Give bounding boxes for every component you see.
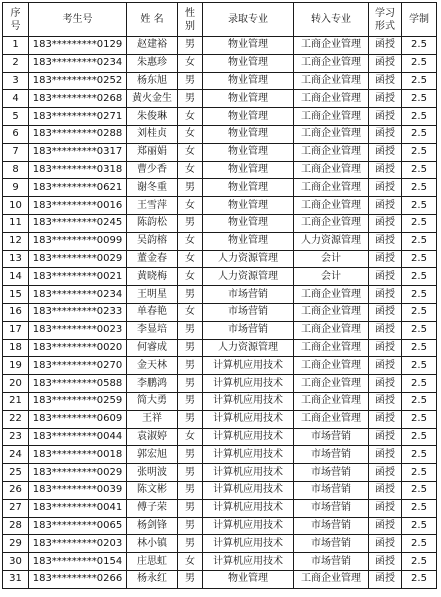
cell-transfer-major: 市场营销 (294, 446, 369, 464)
cell-duration: 2.5 (402, 357, 437, 375)
cell-transfer-major: 会计 (294, 250, 369, 268)
header-study-form-line2: 形式 (375, 20, 395, 32)
cell-name: 郑丽娟 (127, 143, 178, 161)
header-seq-line1: 序 (10, 7, 21, 19)
cell-name: 王明星 (127, 286, 178, 304)
cell-transfer-major: 工商企业管理 (294, 161, 369, 179)
cell-admit-major: 物业管理 (203, 37, 294, 55)
cell-gender: 女 (178, 197, 203, 215)
cell-admit-major: 计算机应用技术 (203, 499, 294, 517)
cell-seq: 19 (3, 357, 29, 375)
cell-exam-no: 183*********0203 (29, 535, 127, 553)
cell-transfer-major: 工商企业管理 (294, 392, 369, 410)
cell-name: 刘桂贞 (127, 125, 178, 143)
cell-study-form: 函授 (369, 499, 402, 517)
header-study-form-line1: 学习 (375, 7, 395, 19)
cell-study-form: 函授 (369, 143, 402, 161)
cell-gender: 男 (178, 410, 203, 428)
cell-study-form: 函授 (369, 108, 402, 126)
cell-study-form: 函授 (369, 125, 402, 143)
cell-transfer-major: 工商企业管理 (294, 214, 369, 232)
cell-exam-no: 183*********0041 (29, 499, 127, 517)
cell-name: 庄思虹 (127, 553, 178, 571)
cell-name: 袁淑婷 (127, 428, 178, 446)
header-seq (3, 3, 29, 37)
cell-name: 曹少香 (127, 161, 178, 179)
cell-study-form: 函授 (369, 250, 402, 268)
cell-exam-no: 183*********0020 (29, 339, 127, 357)
cell-name: 朱俊琳 (127, 108, 178, 126)
cell-transfer-major: 市场营销 (294, 428, 369, 446)
cell-seq: 11 (3, 214, 29, 232)
cell-admit-major: 计算机应用技术 (203, 481, 294, 499)
cell-transfer-major: 工商企业管理 (294, 125, 369, 143)
cell-exam-no: 183*********0234 (29, 286, 127, 304)
cell-name: 傅子荣 (127, 499, 178, 517)
cell-admit-major: 计算机应用技术 (203, 553, 294, 571)
table-row (3, 125, 437, 143)
cell-exam-no: 183*********0259 (29, 392, 127, 410)
cell-study-form: 函授 (369, 197, 402, 215)
cell-study-form: 函授 (369, 535, 402, 553)
cell-exam-no: 183*********0245 (29, 214, 127, 232)
cell-exam-no: 183*********0044 (29, 428, 127, 446)
cell-duration: 2.5 (402, 125, 437, 143)
cell-seq: 6 (3, 125, 29, 143)
cell-gender: 女 (178, 428, 203, 446)
table-row (3, 535, 437, 553)
cell-exam-no: 183*********0029 (29, 464, 127, 482)
cell-admit-major: 物业管理 (203, 214, 294, 232)
cell-gender: 男 (178, 446, 203, 464)
table-row (3, 481, 437, 499)
cell-exam-no: 183*********0023 (29, 321, 127, 339)
cell-seq: 27 (3, 499, 29, 517)
cell-transfer-major: 市场营销 (294, 499, 369, 517)
cell-transfer-major: 工商企业管理 (294, 303, 369, 321)
cell-transfer-major: 市场营销 (294, 535, 369, 553)
table-row (3, 250, 437, 268)
cell-name: 赵建裕 (127, 37, 178, 55)
header-row (3, 3, 437, 37)
cell-transfer-major: 工商企业管理 (294, 143, 369, 161)
header-gender-line2: 别 (185, 20, 195, 32)
cell-transfer-major: 工商企业管理 (294, 570, 369, 588)
cell-study-form: 函授 (369, 286, 402, 304)
cell-duration: 2.5 (402, 499, 437, 517)
cell-seq: 31 (3, 570, 29, 588)
cell-seq: 16 (3, 303, 29, 321)
cell-duration: 2.5 (402, 161, 437, 179)
cell-transfer-major: 工商企业管理 (294, 375, 369, 393)
cell-admit-major: 计算机应用技术 (203, 517, 294, 535)
cell-duration: 2.5 (402, 428, 437, 446)
cell-name: 谢冬重 (127, 179, 178, 197)
cell-admit-major: 物业管理 (203, 179, 294, 197)
cell-name: 黄火金生 (127, 90, 178, 108)
cell-admit-major: 物业管理 (203, 161, 294, 179)
cell-exam-no: 183*********0233 (29, 303, 127, 321)
cell-study-form: 函授 (369, 410, 402, 428)
cell-admit-major: 计算机应用技术 (203, 410, 294, 428)
cell-admit-major: 物业管理 (203, 570, 294, 588)
cell-study-form: 函授 (369, 232, 402, 250)
cell-seq: 12 (3, 232, 29, 250)
cell-gender: 女 (178, 553, 203, 571)
cell-seq: 3 (3, 72, 29, 90)
cell-study-form: 函授 (369, 37, 402, 55)
header-gender-line1: 性 (185, 7, 195, 19)
cell-name: 董金春 (127, 250, 178, 268)
cell-duration: 2.5 (402, 268, 437, 286)
cell-transfer-major: 工商企业管理 (294, 179, 369, 197)
cell-name: 王祥 (127, 410, 178, 428)
cell-admit-major: 物业管理 (203, 197, 294, 215)
cell-admit-major: 物业管理 (203, 90, 294, 108)
cell-study-form: 函授 (369, 357, 402, 375)
cell-gender: 男 (178, 72, 203, 90)
cell-exam-no: 183*********0039 (29, 481, 127, 499)
cell-transfer-major: 工商企业管理 (294, 321, 369, 339)
cell-transfer-major: 工商企业管理 (294, 339, 369, 357)
cell-admit-major: 计算机应用技术 (203, 375, 294, 393)
cell-seq: 1 (3, 37, 29, 55)
cell-gender: 女 (178, 143, 203, 161)
cell-duration: 2.5 (402, 535, 437, 553)
cell-duration: 2.5 (402, 410, 437, 428)
table-row (3, 232, 437, 250)
cell-seq: 14 (3, 268, 29, 286)
table-row (3, 375, 437, 393)
cell-duration: 2.5 (402, 481, 437, 499)
cell-duration: 2.5 (402, 37, 437, 55)
cell-gender: 男 (178, 517, 203, 535)
cell-study-form: 函授 (369, 553, 402, 571)
cell-exam-no: 183*********0588 (29, 375, 127, 393)
table-row (3, 143, 437, 161)
cell-duration: 2.5 (402, 179, 437, 197)
table-body (3, 37, 437, 589)
cell-gender: 男 (178, 37, 203, 55)
cell-exam-no: 183*********0266 (29, 570, 127, 588)
cell-name: 李显培 (127, 321, 178, 339)
cell-transfer-major: 工商企业管理 (294, 357, 369, 375)
cell-study-form: 函授 (369, 339, 402, 357)
cell-name: 单春艳 (127, 303, 178, 321)
cell-seq: 21 (3, 392, 29, 410)
cell-gender: 男 (178, 179, 203, 197)
cell-duration: 2.5 (402, 54, 437, 72)
cell-exam-no: 183*********0271 (29, 108, 127, 126)
table-row (3, 286, 437, 304)
cell-seq: 18 (3, 339, 29, 357)
table-row (3, 517, 437, 535)
table-row (3, 553, 437, 571)
cell-exam-no: 183*********0234 (29, 54, 127, 72)
cell-study-form: 函授 (369, 161, 402, 179)
cell-admit-major: 物业管理 (203, 54, 294, 72)
table-row (3, 499, 437, 517)
cell-duration: 2.5 (402, 517, 437, 535)
cell-exam-no: 183*********0129 (29, 37, 127, 55)
cell-exam-no: 183*********0288 (29, 125, 127, 143)
cell-seq: 26 (3, 481, 29, 499)
cell-seq: 30 (3, 553, 29, 571)
cell-duration: 2.5 (402, 375, 437, 393)
table-row (3, 357, 437, 375)
cell-gender: 男 (178, 90, 203, 108)
cell-duration: 2.5 (402, 232, 437, 250)
cell-exam-no: 183*********0317 (29, 143, 127, 161)
transfer-list (2, 2, 437, 589)
table-row (3, 410, 437, 428)
table-row (3, 446, 437, 464)
table-row (3, 108, 437, 126)
cell-duration: 2.5 (402, 303, 437, 321)
cell-transfer-major: 工商企业管理 (294, 410, 369, 428)
cell-transfer-major: 工商企业管理 (294, 108, 369, 126)
cell-study-form: 函授 (369, 90, 402, 108)
cell-admit-major: 物业管理 (203, 232, 294, 250)
cell-exam-no: 183*********0252 (29, 72, 127, 90)
cell-admit-major: 人力资源管理 (203, 268, 294, 286)
cell-admit-major: 市场营销 (203, 321, 294, 339)
cell-study-form: 函授 (369, 392, 402, 410)
cell-duration: 2.5 (402, 339, 437, 357)
cell-exam-no: 183*********0154 (29, 553, 127, 571)
cell-exam-no: 183*********0621 (29, 179, 127, 197)
cell-transfer-major: 工商企业管理 (294, 72, 369, 90)
cell-duration: 2.5 (402, 553, 437, 571)
cell-seq: 13 (3, 250, 29, 268)
header-transfer-major: 转入专业 (294, 3, 369, 37)
table-row (3, 428, 437, 446)
cell-name: 张明波 (127, 464, 178, 482)
student-transfer-table (2, 2, 437, 589)
cell-transfer-major: 会计 (294, 268, 369, 286)
table-row (3, 464, 437, 482)
cell-transfer-major: 人力资源管理 (294, 232, 369, 250)
cell-exam-no: 183*********0018 (29, 446, 127, 464)
table-row (3, 72, 437, 90)
table-row (3, 339, 437, 357)
cell-study-form: 函授 (369, 179, 402, 197)
cell-name: 陈文彬 (127, 481, 178, 499)
cell-admit-major: 计算机应用技术 (203, 392, 294, 410)
cell-gender: 男 (178, 214, 203, 232)
cell-name: 林小镇 (127, 535, 178, 553)
cell-study-form: 函授 (369, 570, 402, 588)
cell-gender: 男 (178, 481, 203, 499)
cell-duration: 2.5 (402, 446, 437, 464)
table-header (3, 3, 437, 37)
cell-gender: 女 (178, 125, 203, 143)
cell-study-form: 函授 (369, 268, 402, 286)
cell-duration: 2.5 (402, 392, 437, 410)
cell-seq: 29 (3, 535, 29, 553)
cell-transfer-major: 工商企业管理 (294, 54, 369, 72)
cell-gender: 女 (178, 108, 203, 126)
header-gender (178, 3, 203, 37)
cell-name: 陈韵松 (127, 214, 178, 232)
cell-duration: 2.5 (402, 321, 437, 339)
cell-seq: 9 (3, 179, 29, 197)
cell-study-form: 函授 (369, 303, 402, 321)
table-row (3, 161, 437, 179)
cell-exam-no: 183*********0268 (29, 90, 127, 108)
table-row (3, 321, 437, 339)
cell-seq: 28 (3, 517, 29, 535)
table-row (3, 303, 437, 321)
table-row (3, 268, 437, 286)
cell-duration: 2.5 (402, 108, 437, 126)
cell-admit-major: 计算机应用技术 (203, 535, 294, 553)
cell-exam-no: 183*********0099 (29, 232, 127, 250)
cell-gender: 男 (178, 339, 203, 357)
cell-duration: 2.5 (402, 214, 437, 232)
cell-admit-major: 市场营销 (203, 303, 294, 321)
cell-name: 郭宏旭 (127, 446, 178, 464)
cell-transfer-major: 工商企业管理 (294, 197, 369, 215)
cell-duration: 2.5 (402, 197, 437, 215)
cell-seq: 22 (3, 410, 29, 428)
cell-exam-no: 183*********0065 (29, 517, 127, 535)
cell-transfer-major: 工商企业管理 (294, 286, 369, 304)
cell-seq: 20 (3, 375, 29, 393)
cell-gender: 男 (178, 499, 203, 517)
header-duration: 学制 (402, 3, 437, 37)
table-row (3, 37, 437, 55)
cell-name: 吴韵榕 (127, 232, 178, 250)
cell-name: 朱惠珍 (127, 54, 178, 72)
cell-study-form: 函授 (369, 54, 402, 72)
cell-gender: 女 (178, 232, 203, 250)
cell-admit-major: 计算机应用技术 (203, 446, 294, 464)
cell-seq: 10 (3, 197, 29, 215)
cell-seq: 23 (3, 428, 29, 446)
cell-admit-major: 物业管理 (203, 125, 294, 143)
cell-study-form: 函授 (369, 428, 402, 446)
cell-seq: 17 (3, 321, 29, 339)
cell-transfer-major: 工商企业管理 (294, 37, 369, 55)
cell-study-form: 函授 (369, 481, 402, 499)
table-row (3, 197, 437, 215)
cell-exam-no: 183*********0609 (29, 410, 127, 428)
cell-admit-major: 物业管理 (203, 108, 294, 126)
cell-name: 金天林 (127, 357, 178, 375)
cell-study-form: 函授 (369, 375, 402, 393)
cell-exam-no: 183*********0270 (29, 357, 127, 375)
cell-seq: 8 (3, 161, 29, 179)
cell-study-form: 函授 (369, 214, 402, 232)
cell-transfer-major: 市场营销 (294, 553, 369, 571)
cell-admit-major: 人力资源管理 (203, 339, 294, 357)
cell-study-form: 函授 (369, 517, 402, 535)
cell-study-form: 函授 (369, 72, 402, 90)
cell-seq: 24 (3, 446, 29, 464)
cell-seq: 2 (3, 54, 29, 72)
cell-gender: 女 (178, 250, 203, 268)
cell-seq: 4 (3, 90, 29, 108)
cell-exam-no: 183*********0021 (29, 268, 127, 286)
cell-gender: 女 (178, 54, 203, 72)
cell-exam-no: 183*********0029 (29, 250, 127, 268)
cell-gender: 男 (178, 535, 203, 553)
cell-duration: 2.5 (402, 90, 437, 108)
table-row (3, 54, 437, 72)
header-seq-line2: 号 (10, 20, 21, 32)
cell-study-form: 函授 (369, 464, 402, 482)
cell-admit-major: 市场营销 (203, 286, 294, 304)
cell-duration: 2.5 (402, 143, 437, 161)
cell-seq: 25 (3, 464, 29, 482)
cell-name: 杨东旭 (127, 72, 178, 90)
cell-seq: 15 (3, 286, 29, 304)
cell-name: 简大勇 (127, 392, 178, 410)
cell-exam-no: 183*********0016 (29, 197, 127, 215)
cell-gender: 男 (178, 392, 203, 410)
cell-study-form: 函授 (369, 446, 402, 464)
cell-name: 杨永红 (127, 570, 178, 588)
cell-gender: 女 (178, 268, 203, 286)
cell-seq: 7 (3, 143, 29, 161)
cell-gender: 男 (178, 464, 203, 482)
cell-duration: 2.5 (402, 570, 437, 588)
cell-duration: 2.5 (402, 72, 437, 90)
cell-admit-major: 人力资源管理 (203, 250, 294, 268)
header-exam-no: 考生号 (29, 3, 127, 37)
cell-gender: 男 (178, 286, 203, 304)
header-name: 姓 名 (127, 3, 178, 37)
cell-admit-major: 物业管理 (203, 72, 294, 90)
table-row (3, 392, 437, 410)
cell-name: 王雪萍 (127, 197, 178, 215)
cell-gender: 女 (178, 161, 203, 179)
cell-gender: 男 (178, 375, 203, 393)
cell-gender: 男 (178, 321, 203, 339)
cell-admit-major: 物业管理 (203, 143, 294, 161)
cell-duration: 2.5 (402, 286, 437, 304)
cell-duration: 2.5 (402, 250, 437, 268)
table-row (3, 179, 437, 197)
cell-admit-major: 计算机应用技术 (203, 428, 294, 446)
cell-duration: 2.5 (402, 464, 437, 482)
cell-name: 李鹏鸿 (127, 375, 178, 393)
cell-name: 何睿成 (127, 339, 178, 357)
cell-seq: 5 (3, 108, 29, 126)
cell-name: 杨剑锋 (127, 517, 178, 535)
table-row (3, 214, 437, 232)
cell-admit-major: 计算机应用技术 (203, 357, 294, 375)
table-row (3, 570, 437, 588)
cell-admit-major: 计算机应用技术 (203, 464, 294, 482)
cell-transfer-major: 工商企业管理 (294, 90, 369, 108)
cell-gender: 男 (178, 357, 203, 375)
cell-gender: 女 (178, 303, 203, 321)
cell-gender: 男 (178, 570, 203, 588)
cell-transfer-major: 市场营销 (294, 464, 369, 482)
cell-name: 黄晓梅 (127, 268, 178, 286)
header-study-form (369, 3, 402, 37)
header-admit-major: 录取专业 (203, 3, 294, 37)
table-row (3, 90, 437, 108)
cell-study-form: 函授 (369, 321, 402, 339)
cell-transfer-major: 市场营销 (294, 517, 369, 535)
cell-exam-no: 183*********0318 (29, 161, 127, 179)
cell-transfer-major: 市场营销 (294, 481, 369, 499)
